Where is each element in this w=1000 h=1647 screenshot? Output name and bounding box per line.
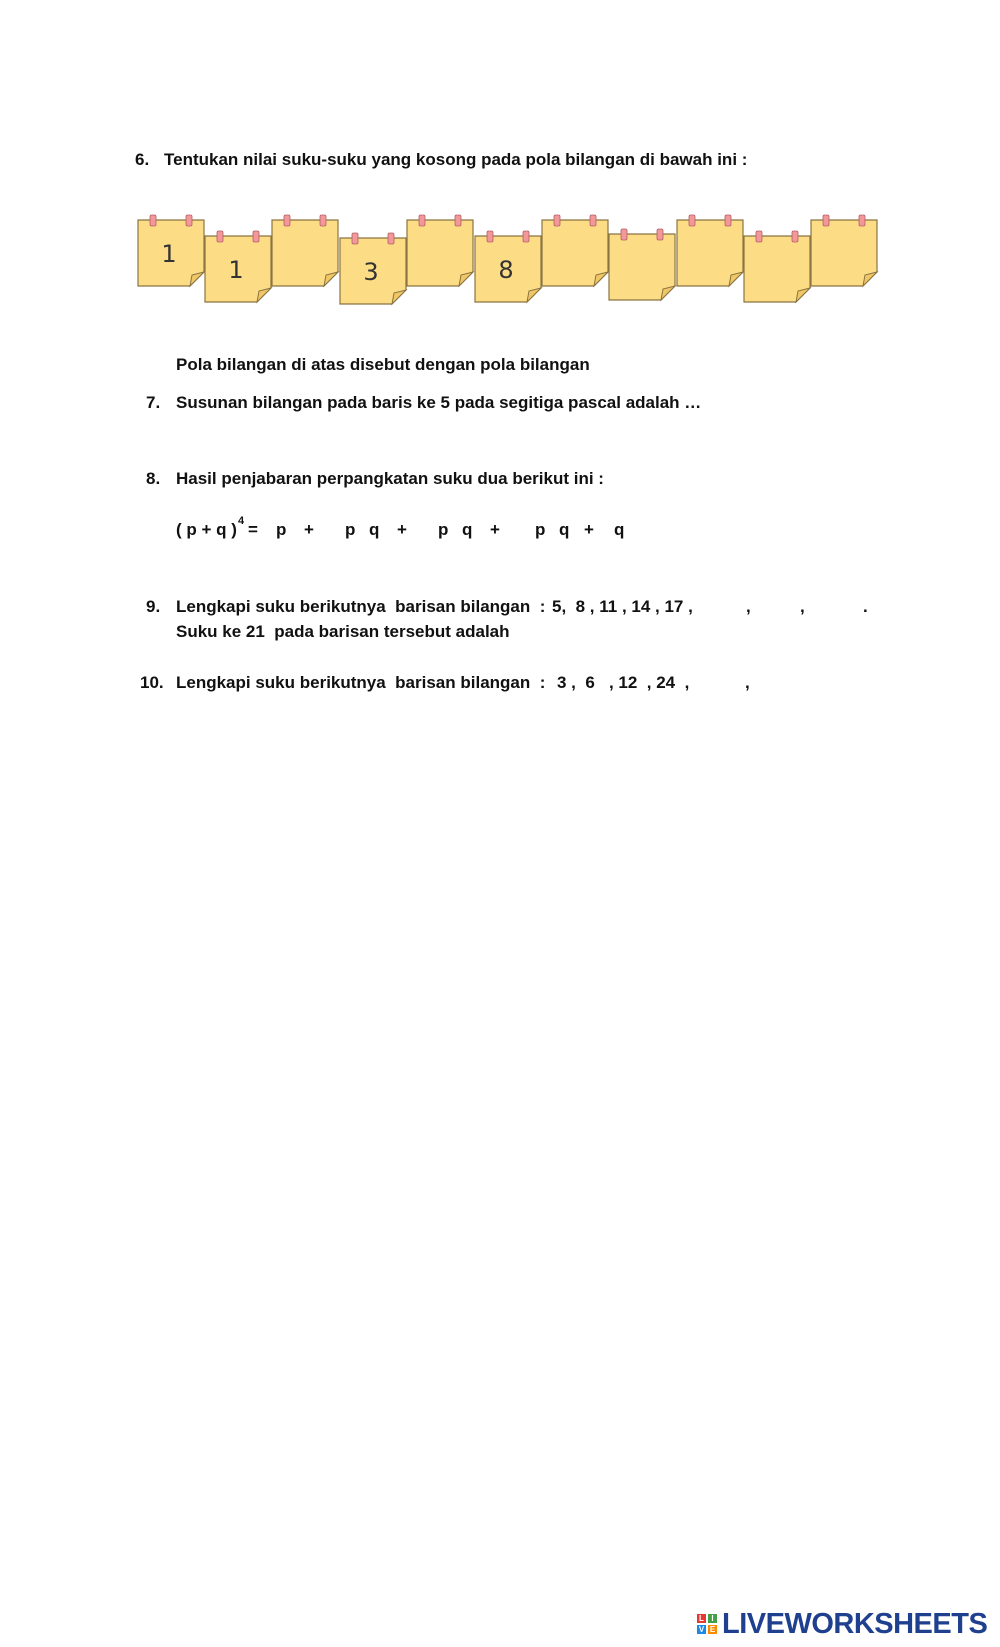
sticky-note — [138, 215, 204, 286]
pin-icon — [756, 231, 762, 242]
pin-icon — [352, 233, 358, 244]
q7-number: 7. — [146, 393, 161, 412]
pin-icon — [186, 215, 192, 226]
pin-icon — [217, 231, 223, 242]
pin-icon — [590, 215, 596, 226]
q8-term: q — [614, 520, 625, 539]
sticky-note — [677, 215, 743, 286]
logo-letter: E — [709, 1625, 716, 1634]
pin-icon — [792, 231, 798, 242]
sticky-note — [811, 215, 877, 286]
pin-icon — [419, 215, 425, 226]
q10-text: Lengkapi suku berikutnya barisan bilangan : — [176, 673, 546, 692]
pin-icon — [859, 215, 865, 226]
pin-icon — [284, 215, 290, 226]
sticky-note — [744, 231, 810, 302]
logo-letter: I — [708, 1614, 717, 1623]
sticky-note — [205, 231, 271, 302]
sticky-note — [407, 215, 473, 286]
q6-follow-text: Pola bilangan di atas disebut dengan pola bilangan — [176, 355, 590, 374]
pin-icon — [388, 233, 394, 244]
pin-icon — [320, 215, 326, 226]
sticky-note — [272, 215, 338, 286]
sticky-note — [475, 231, 541, 302]
q8-term: + — [490, 520, 500, 539]
sticky-note-value: 8 — [498, 256, 514, 284]
logo-letter: V — [698, 1625, 705, 1634]
q9-blank-separator: . — [863, 597, 868, 616]
sticky-note-value: 3 — [363, 258, 379, 286]
pin-icon — [253, 231, 259, 242]
pin-icon — [150, 215, 156, 226]
sticky-note — [609, 229, 675, 300]
q8-term: + — [584, 520, 594, 539]
sticky-notes-row — [130, 212, 890, 312]
q8-term: q — [559, 520, 570, 539]
q9-sequence: 5, 8 , 11 , 14 , 17 , — [552, 597, 693, 616]
pin-icon — [689, 215, 695, 226]
q8-exponent: 4 — [238, 515, 245, 527]
logo-text: LIVEWORKSHEETS — [722, 1607, 988, 1640]
q10-number: 10. — [140, 673, 164, 692]
pin-icon — [823, 215, 829, 226]
pin-icon — [523, 231, 529, 242]
pin-icon — [487, 231, 493, 242]
q10-sequence: 3 , 6 , 12 , 24 , — [557, 673, 690, 692]
q8-term: + — [304, 520, 314, 539]
sticky-note-value: 1 — [228, 256, 244, 284]
q8-number: 8. — [146, 469, 161, 488]
q6-text: Tentukan nilai suku-suku yang kosong pada pola bilangan di bawah ini : — [164, 150, 748, 169]
q8-text: Hasil penjabaran perpangkatan suku dua berikut ini : — [176, 469, 604, 488]
pin-icon — [657, 229, 663, 240]
pin-icon — [725, 215, 731, 226]
logo-icon — [697, 1614, 717, 1634]
pin-icon — [554, 215, 560, 226]
q9-text: Lengkapi suku berikutnya barisan bilangan : — [176, 597, 546, 616]
q8-lhs: ( p + q ) — [176, 520, 237, 539]
q8-term: p — [535, 520, 546, 539]
q6-number: 6. — [135, 150, 150, 169]
q8-term: q — [369, 520, 380, 539]
q8-term: + — [397, 520, 407, 539]
q8-term: p — [345, 520, 356, 539]
sticky-note — [340, 233, 406, 304]
sticky-note — [542, 215, 608, 286]
q10-blank-separator: , — [745, 673, 750, 692]
q9-number: 9. — [146, 597, 161, 616]
q8-term: q — [462, 520, 473, 539]
q9-blank-separator: , — [800, 597, 805, 616]
liveworksheets-logo — [697, 1607, 988, 1640]
q9-line2: Suku ke 21 pada barisan tersebut adalah — [176, 622, 510, 641]
q8-term: p — [438, 520, 449, 539]
logo-letter: L — [697, 1614, 706, 1623]
pin-icon — [621, 229, 627, 240]
q9-blank-separator: , — [746, 597, 751, 616]
sticky-note-value: 1 — [161, 240, 177, 268]
pin-icon — [455, 215, 461, 226]
q8-term: p — [276, 520, 287, 539]
q8-equals: = — [248, 520, 258, 539]
q7-text: Susunan bilangan pada baris ke 5 pada segitiga pascal adalah … — [176, 393, 702, 412]
